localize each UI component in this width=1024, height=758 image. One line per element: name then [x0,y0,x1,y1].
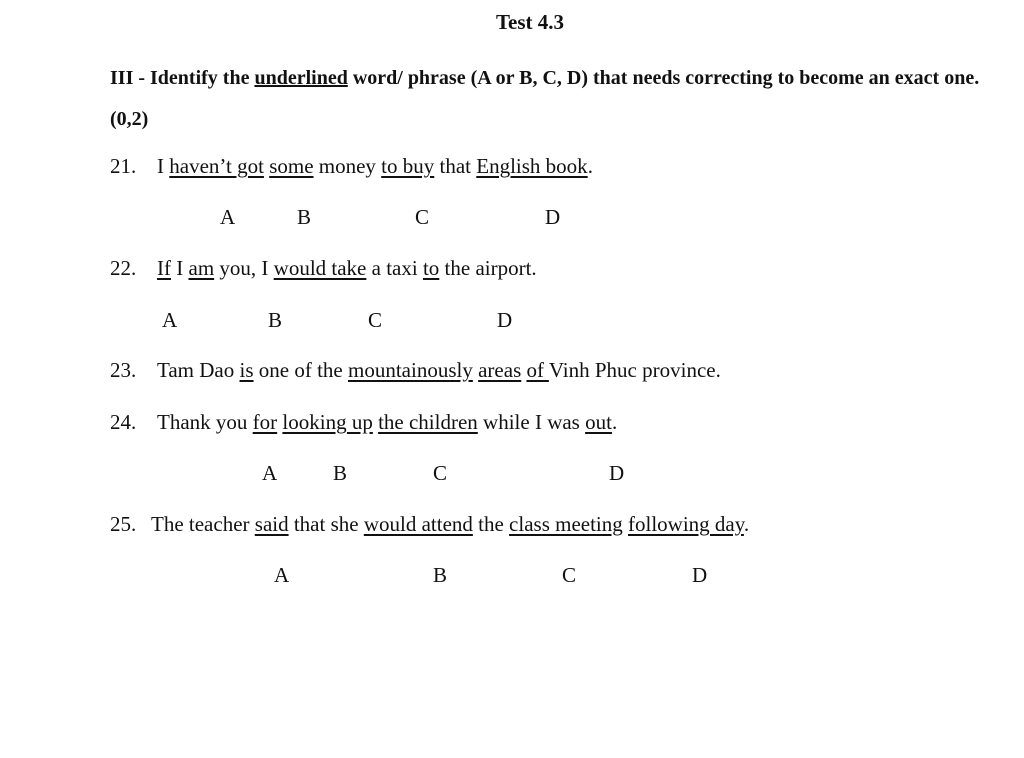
text: . [611,410,618,434]
question-number: 25. [110,512,137,536]
text: The teacher [151,512,255,536]
option-b-label: B [297,205,312,229]
option-b-label: B [268,308,283,332]
question-number: 22. [110,256,137,280]
question-number: 24. [110,410,137,434]
text: while I was [477,410,586,434]
option-b-label: B [433,563,448,587]
question-number: 23. [110,358,137,382]
instruction-prefix: III - Identify the [110,67,255,89]
text: Vinh Phuc province. [548,358,721,382]
option-c-phrase: the children [378,410,478,434]
options-row-21 [0,205,700,229]
question-24 [110,410,617,435]
text: . [743,512,750,536]
question-23 [110,358,721,383]
option-d-phrase: out [585,410,612,434]
option-c-label: C [368,308,383,332]
option-d-label: D [692,563,708,587]
option-c-phrase: to buy [381,154,435,178]
options-row-25 [0,563,708,587]
option-a-phrase: is [239,358,254,382]
option-d-label: D [497,308,513,332]
option-c-label: C [415,205,430,229]
text: the [472,512,510,536]
option-c-label: C [433,461,448,485]
option-b-phrase: would attend [363,512,473,536]
option-d-label: D [545,205,561,229]
option-d-phrase: following day [628,512,744,536]
question-25 [110,512,749,537]
text: the airport. [439,256,537,280]
option-b-phrase: some [269,154,314,178]
option-a-label: A [162,308,178,332]
option-a-label: A [220,205,236,229]
text: I [171,256,189,280]
options-row-24 [0,461,700,485]
option-a-label: A [262,461,278,485]
instruction-underlined: underlined [254,67,348,89]
option-d-label: D [609,461,625,485]
option-b-label: B [333,461,348,485]
option-c-phrase: class meeting [509,512,623,536]
option-c-phrase: areas [478,358,522,382]
option-b-phrase: am [188,256,215,280]
page-title: Test 4.3 [495,10,565,34]
instruction [110,58,980,140]
option-d-phrase: of [526,358,549,382]
option-d-phrase: English book [476,154,588,178]
option-a-phrase: haven’t got [169,154,264,178]
text: one of the [253,358,349,382]
text: Thank you [157,410,253,434]
option-a-phrase: for [252,410,278,434]
question-22 [110,256,537,281]
text: that [434,154,477,178]
text: . [587,154,593,178]
option-b-phrase: mountainously [348,358,473,382]
text: that she [288,512,364,536]
option-a-label: A [274,563,290,587]
option-a-phrase: If [157,256,171,280]
question-number: 21. [110,154,137,178]
option-a-phrase: said [254,512,289,536]
option-d-phrase: to [422,256,440,280]
option-c-label: C [562,563,577,587]
text: I [157,154,170,178]
option-c-phrase: would take [273,256,367,280]
question-21 [110,154,593,179]
instruction-suffix: word/ phrase (A or B, C, D) that needs correcting to become an exact one. (0,2) [110,67,980,130]
text: Tam Dao [157,358,240,382]
text: money [313,154,382,178]
text: a taxi [366,256,423,280]
options-row-22 [0,308,700,332]
text: you, I [214,256,274,280]
option-b-phrase: looking up [282,410,373,434]
